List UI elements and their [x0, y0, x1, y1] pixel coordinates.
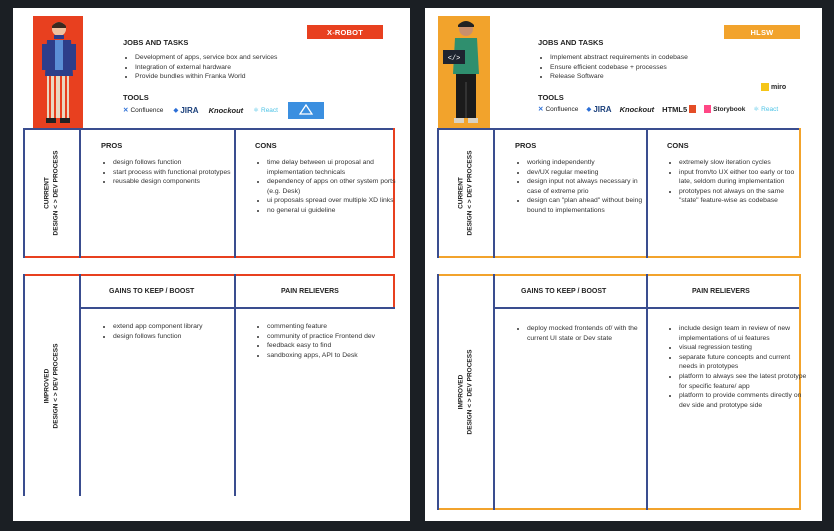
- tool-confluence: ✕ Confluence: [123, 106, 164, 114]
- gains-title: GAINS TO KEEP / BOOST: [521, 288, 607, 295]
- list-item: • input from/to UX either too early or too late, seldom during implementation: [679, 168, 805, 187]
- list-item: • time delay between ui proposal and implementation technicals: [267, 158, 399, 177]
- pain-relievers-list: [257, 322, 399, 360]
- cons-title: CONS: [255, 141, 277, 150]
- list-item: • commenting feature: [267, 322, 399, 332]
- list-item: • Integration of external hardware: [135, 63, 375, 73]
- list-item: • deploy mocked frontends of/ with the current UI state or Dev state: [527, 324, 647, 343]
- react-icon: ⚛: [753, 106, 760, 113]
- pain-relievers-list: [669, 324, 807, 410]
- list-item: • extremely slow iteration cycles: [679, 158, 805, 168]
- list-item: • design follows function: [113, 332, 241, 342]
- persona-card-hlsw: [425, 8, 822, 521]
- cons-list: [257, 158, 399, 216]
- storybook-icon: [704, 105, 711, 113]
- gains-title: GAINS TO KEEP / BOOST: [109, 288, 195, 295]
- app-logo-icon: [288, 102, 324, 119]
- persona-card-x-robot: [13, 8, 410, 521]
- list-item: • working independently: [527, 158, 653, 168]
- list-item: • dependency of apps on other system ports (e.g. Desk): [267, 177, 399, 196]
- list-item: • Ensure efficient codebase + processes: [550, 63, 790, 73]
- list-item: • start process with functional prototypes: [113, 168, 241, 178]
- confluence-icon: ✕: [538, 106, 544, 113]
- list-item: • Development of apps, service box and services: [135, 53, 375, 63]
- pros-title: PROS: [101, 141, 123, 150]
- tools-row: [538, 101, 778, 117]
- tools-row: [123, 100, 324, 120]
- tools-title: TOOLS: [538, 93, 564, 102]
- svg-text:</>: </>: [447, 55, 461, 63]
- list-item: • separate future concepts and current needs in prototypes: [679, 353, 807, 372]
- current-process-label: CURRENT DESIGN < > DEV PROCESS: [457, 150, 473, 236]
- gains-list: [103, 322, 241, 341]
- list-item: • prototypes not always on the same "state" feature-wise as codebase: [679, 187, 805, 206]
- list-item: • platform to always see the latest prototype for specific feature/ app: [679, 372, 807, 391]
- persona-tag: X-ROBOT: [307, 25, 383, 39]
- persona-avatar-illustration: [438, 16, 490, 128]
- list-item: • design input not always necessary in case of extreme prio: [527, 177, 653, 196]
- cons-title: CONS: [667, 141, 689, 150]
- pros-list: [517, 158, 653, 216]
- improved-process-label: IMPROVED DESIGN < > DEV PROCESS: [457, 349, 473, 435]
- list-item: • Implement abstract requirements in codebase: [550, 53, 790, 63]
- current-process-label: CURRENT DESIGN < > DEV PROCESS: [43, 150, 59, 236]
- jobs-title: JOBS AND TASKS: [123, 38, 189, 47]
- list-item: • extend app component library: [113, 322, 241, 332]
- tool-knockout: Knockout: [208, 105, 244, 115]
- list-item: • include design team in review of new implementations of ui features: [679, 324, 807, 343]
- react-icon: ⚛: [253, 107, 259, 114]
- list-item: • sandboxing apps, API to Desk: [267, 351, 399, 361]
- pros-list: [103, 158, 241, 187]
- tool-jira: ◆ JIRA: [586, 104, 612, 114]
- pain-relievers-title: PAIN RELIEVERS: [692, 288, 750, 295]
- jira-icon: ◆: [173, 107, 179, 114]
- current-section: [23, 128, 395, 258]
- list-item: • no general ui guideline: [267, 206, 399, 216]
- confluence-icon: ✕: [123, 107, 129, 114]
- list-item: • visual regression testing: [679, 343, 807, 353]
- persona-avatar-illustration: [33, 16, 83, 128]
- html5-icon: [689, 105, 696, 113]
- improved-section: [437, 274, 807, 510]
- current-section: [437, 128, 801, 258]
- list-item: • reusable design components: [113, 177, 241, 187]
- jobs-list: [540, 53, 790, 82]
- tool-confluence: ✕ Confluence: [538, 105, 579, 113]
- tool-html5: HTML5: [662, 105, 696, 114]
- list-item: • design follows function: [113, 158, 241, 168]
- list-item: • Provide bundles within Franka World: [135, 72, 375, 82]
- jobs-title: JOBS AND TASKS: [538, 38, 604, 47]
- tool-react: ⚛ React: [253, 106, 278, 114]
- tool-miro: miro: [761, 83, 786, 91]
- tool-storybook: Storybook: [704, 105, 745, 113]
- pain-relievers-title: PAIN RELIEVERS: [281, 288, 339, 295]
- tools-title: TOOLS: [123, 93, 149, 102]
- tool-jira: ◆ JIRA: [173, 105, 199, 115]
- list-item: • design can "plan ahead" without being bound to implementations: [527, 196, 653, 215]
- pros-title: PROS: [515, 141, 537, 150]
- jira-icon: ◆: [586, 106, 592, 113]
- list-item: • platform to provide comments directly on dev side and prototype side: [679, 391, 807, 410]
- improved-section: [23, 274, 395, 496]
- list-item: • feedback easy to find: [267, 341, 399, 351]
- persona-tag: HLSW: [724, 25, 800, 39]
- tool-react: ⚛ React: [753, 105, 779, 113]
- list-item: • ui proposals spread over multiple XD links: [267, 196, 399, 206]
- list-item: • dev/UX regular meeting: [527, 168, 653, 178]
- list-item: • Release Software: [550, 72, 790, 82]
- list-item: • community of practice Frontend dev: [267, 332, 399, 342]
- tool-knockout: Knockout: [619, 104, 655, 114]
- cons-list: [669, 158, 805, 206]
- improved-process-label: IMPROVED DESIGN < > DEV PROCESS: [43, 343, 59, 429]
- gains-list: [517, 324, 647, 343]
- jobs-list: [125, 53, 375, 82]
- miro-icon: [761, 83, 769, 91]
